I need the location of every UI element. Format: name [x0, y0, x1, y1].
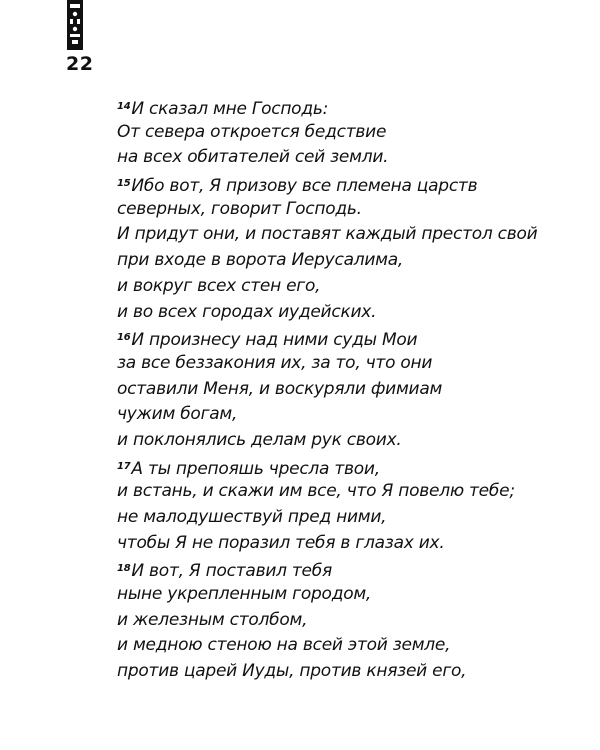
- verse-text-block: [117, 94, 577, 685]
- verse-number: 17: [117, 460, 131, 472]
- line-text: И вот, Я поставил тебя: [131, 561, 332, 582]
- line-text: за все беззакония их, за то, что они: [117, 352, 433, 373]
- text-line: [117, 454, 577, 480]
- text-line: [117, 274, 577, 300]
- text-line: [117, 633, 577, 659]
- text-line: [117, 582, 577, 608]
- line-text: От севера откроется бедствие: [117, 121, 387, 142]
- text-line: [117, 300, 577, 326]
- verse-number: 16: [117, 332, 131, 344]
- text-line: [117, 556, 577, 582]
- line-text: северных, говорит Господь.: [117, 198, 362, 219]
- text-line: [117, 120, 577, 146]
- text-line: [117, 94, 577, 120]
- line-text: чужим богам,: [117, 404, 238, 425]
- text-line: [117, 402, 577, 428]
- text-line: [117, 145, 577, 171]
- page-number: 22: [66, 53, 94, 75]
- line-text: и вокруг всех стен его,: [117, 275, 321, 296]
- line-text: И сказал мне Господь:: [131, 99, 329, 119]
- text-line: [117, 608, 577, 634]
- text-line: [117, 351, 577, 377]
- text-line: [117, 659, 577, 685]
- line-text: не малодушествуй пред ними,: [117, 507, 387, 527]
- line-text: и железным столбом,: [117, 609, 308, 630]
- line-text: А ты препояшь чресла твои,: [131, 458, 380, 479]
- text-line: [117, 248, 577, 274]
- line-text: И произнесу над ними суды Мои: [131, 330, 418, 351]
- text-line: [117, 325, 577, 351]
- text-line: [117, 377, 577, 403]
- text-line: [117, 222, 577, 248]
- text-line: [117, 197, 577, 223]
- line-text: на всех обитателей сей земли.: [117, 147, 389, 168]
- text-line: [117, 479, 577, 505]
- line-text: ныне укрепленным городом,: [117, 584, 372, 605]
- line-text: против царей Иуды, против князей его,: [117, 661, 467, 682]
- text-line: [117, 428, 577, 454]
- line-text: и медною стеною на всей этой земле,: [117, 635, 451, 656]
- line-text: при входе в ворота Иерусалима,: [117, 250, 404, 271]
- page-ornament: [67, 0, 83, 50]
- line-text: и поклонялись делам рук своих.: [117, 429, 402, 450]
- line-text: и во всех городах иудейских.: [117, 301, 377, 322]
- line-text: и встань, и скажи им все, что Я повелю тебе;: [117, 481, 515, 502]
- line-text: Ибо вот, Я призову все племена царств: [131, 176, 478, 197]
- verse-number: 14: [117, 101, 131, 112]
- decorative-border-ornament-icon: [67, 0, 83, 50]
- line-text: оставили Меня, и воскуряли фимиам: [117, 378, 443, 399]
- line-text: И придут они, и поставят каждый престол свой: [117, 224, 538, 245]
- text-line: [117, 531, 577, 557]
- line-text: чтобы Я не поразил тебя в глазах их.: [117, 532, 445, 553]
- text-line: [117, 171, 577, 197]
- verse-number: 15: [117, 178, 131, 190]
- text-line: [117, 505, 577, 531]
- verse-number: 18: [117, 563, 131, 575]
